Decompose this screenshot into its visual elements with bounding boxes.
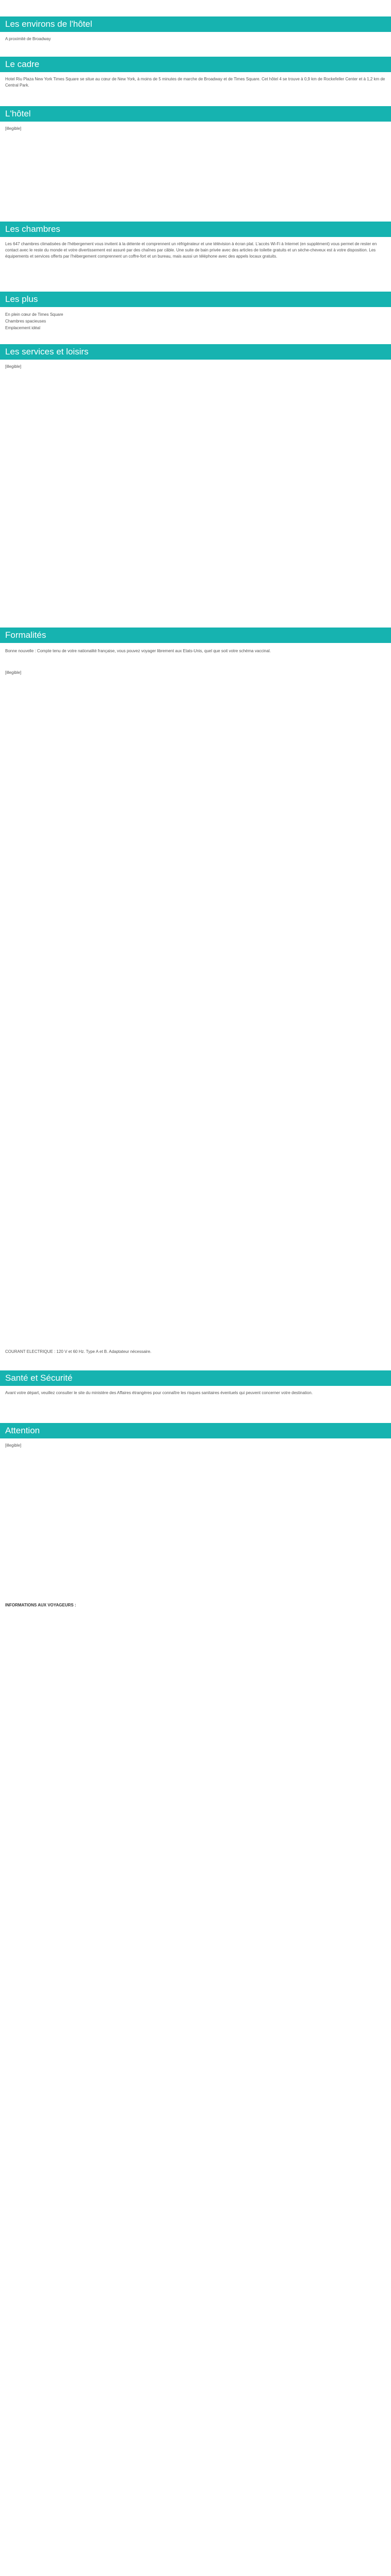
section-text-hotel: [illegible] <box>5 126 22 131</box>
section-title-hotel: L'hôtel <box>5 109 31 118</box>
section-text-attention: [illegible] <box>5 1443 22 1448</box>
section-text-chambres: Les 647 chambres climatisées de l'hébergement vous invitent à la détente et comprennent un réfrigérateur et une télévision à écran plat. L'accès Wi-Fi à Internet (en supplément) vous permet de rester en contact avec le reste du monde et votre divertissement est assuré par des chaînes par câble. Une suite de bain privée avec des articles de toilette gratuits et un sèche-cheveux est à votre disposition. Les équipements et services offerts par l'hébergement comprennent un coffre-fort et un bureau, mais aussi un téléphone avec des appels locaux gratuits. <box>5 242 377 259</box>
section-header-plus <box>0 292 391 307</box>
section-title-cadre: Le cadre <box>5 59 40 69</box>
plus-item: Emplacement idéal <box>5 326 41 330</box>
section-header-hotel <box>0 106 391 122</box>
section-text-formalites: [illegible] <box>5 670 22 675</box>
section-header-formalites <box>0 628 391 643</box>
section-header-environs <box>0 16 391 32</box>
section-text-sante: Avant votre départ, veuillez consulter le site du ministère des Affaires étrangères pour connaître les risques sanitaires éventuels qui peuvent concerner votre destination. <box>5 1391 313 1395</box>
plus-item: Chambres spacieuses <box>5 319 46 324</box>
section-title-sante: Santé et Sécurité <box>5 1373 73 1383</box>
section-text-environs: A proximité de Broadway <box>5 37 51 41</box>
section-header-attention <box>0 1423 391 1438</box>
section-title-plus: Les plus <box>5 294 38 304</box>
section-header-cadre <box>0 57 391 72</box>
plus-item: En plein cœur de Times Square <box>5 312 63 317</box>
section-text-cadre: Hotel Riu Plaza New York Times Square se situe au cœur de New York, à moins de 5 minutes de marche de Broadway et de Times Square. Cet hôtel 4 se trouve à 0,9 km de Rockefeller Center et à 1,2 km de Central Park. <box>5 77 385 88</box>
formalites-intro: Bonne nouvelle : Compte tenu de votre nationalité française, vous pouvez voyager librement aux Etats-Unis, quel que soit votre schéma vaccinal. <box>5 649 271 653</box>
plus-list <box>5 311 386 331</box>
section-text-services: [illegible] <box>5 364 22 369</box>
section-title-environs: Les environs de l'hôtel <box>5 19 92 29</box>
section-header-chambres <box>0 222 391 237</box>
section-title-services: Les services et loisirs <box>5 347 89 357</box>
section-title-attention: Attention <box>5 1426 40 1435</box>
attention-informations-label: INFORMATIONS AUX VOYAGEURS : <box>5 1603 76 1607</box>
section-header-services <box>0 344 391 360</box>
formalites-current: COURANT ELECTRIQUE : 120 V et 60 Hz. Type A et B. Adaptateur nécessaire. <box>5 1349 152 1354</box>
section-header-sante <box>0 1370 391 1386</box>
section-title-chambres: Les chambres <box>5 224 60 234</box>
section-title-formalites: Formalités <box>5 630 46 640</box>
